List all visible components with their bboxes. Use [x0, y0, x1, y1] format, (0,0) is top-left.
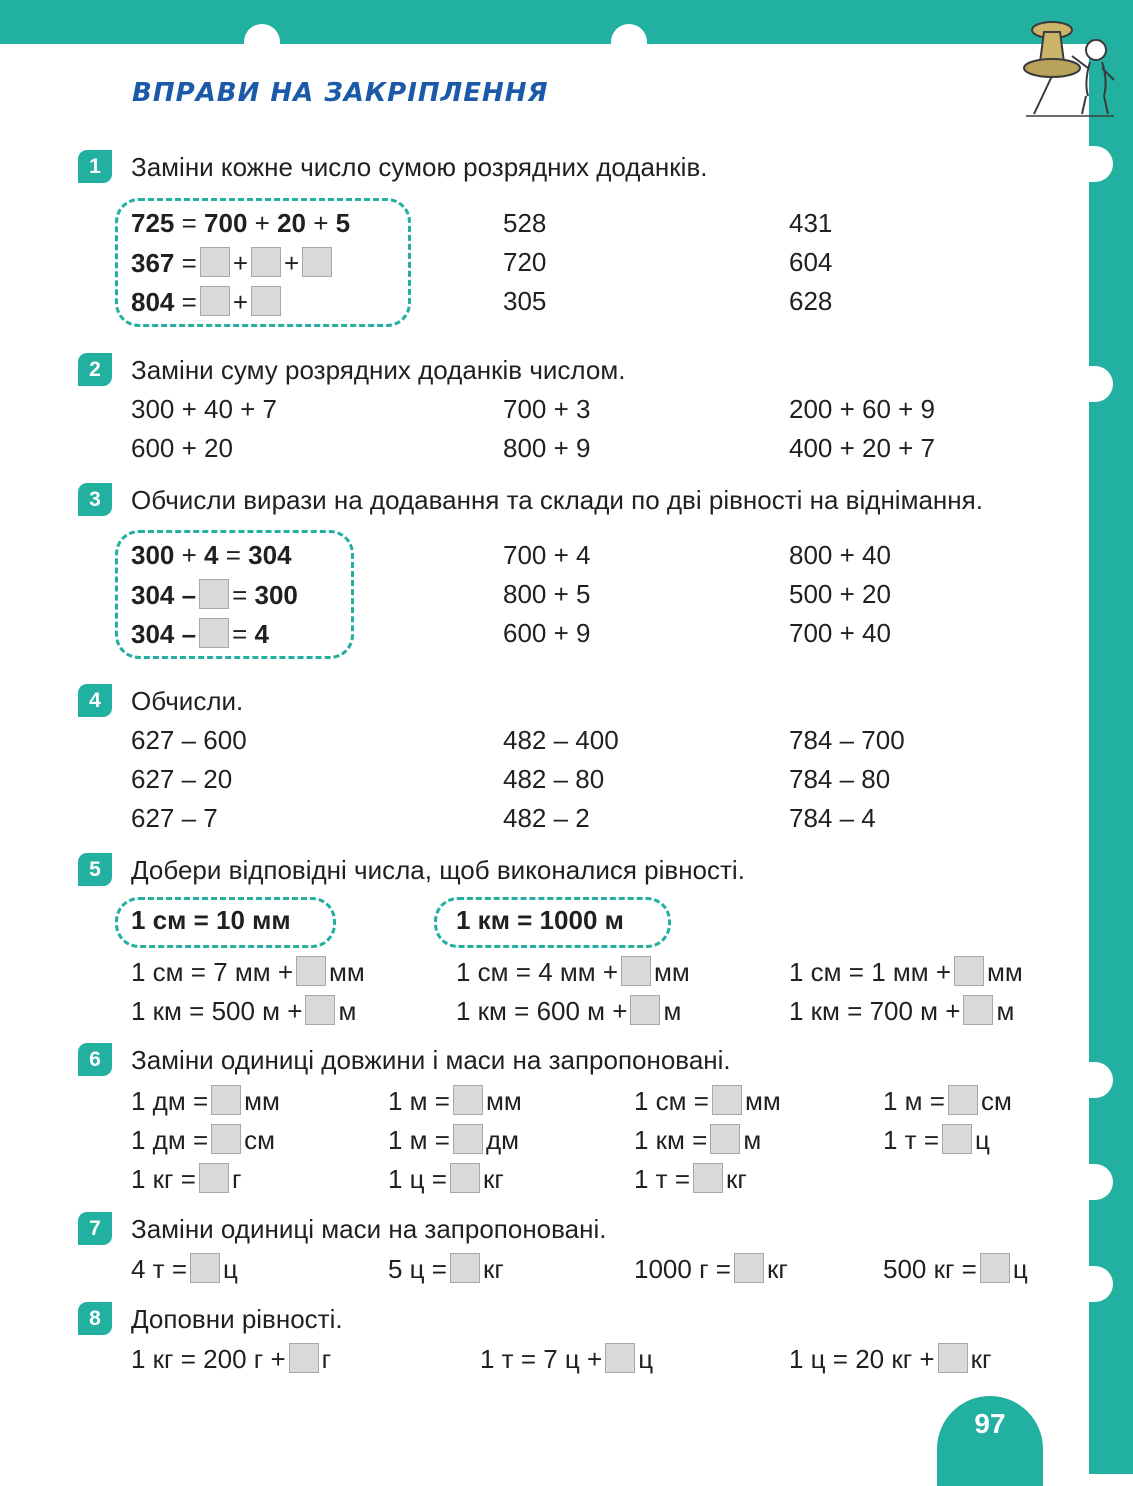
answer-box[interactable]: [453, 1085, 483, 1115]
task-2-number: 2: [78, 353, 112, 386]
task-4-number: 4: [78, 684, 112, 717]
task-1-number: 1: [78, 150, 112, 183]
right-border-notch: [1063, 1164, 1113, 1200]
task-7-item: 5 ц = кг: [388, 1254, 504, 1284]
task-5-item: 1 км = 700 м + м: [789, 996, 1015, 1026]
answer-box[interactable]: [942, 1124, 972, 1154]
task-6-text: Заміни одиниці довжини і маси на запропоновані.: [131, 1045, 731, 1075]
answer-box[interactable]: [963, 995, 993, 1025]
task-2-item: 700 + 3: [503, 394, 591, 424]
answer-box[interactable]: [251, 247, 281, 277]
answer-box[interactable]: [621, 956, 651, 986]
task-2-item: 600 + 20: [131, 433, 233, 463]
right-border-band: [1089, 0, 1133, 1474]
task-6-number: 6: [78, 1043, 112, 1076]
task-8-item: 1 т = 7 ц + ц: [480, 1344, 654, 1374]
pushpin-mascot-icon: [1010, 10, 1120, 122]
answer-box[interactable]: [199, 579, 229, 609]
answer-box[interactable]: [630, 995, 660, 1025]
task-4-item: 627 – 7: [131, 803, 218, 833]
task-6-item: 1 дм = см: [131, 1125, 276, 1155]
task-4-item: 784 – 80: [789, 764, 891, 794]
task-1-item: 720: [503, 247, 547, 277]
task-1-example-row: 804 = +: [131, 286, 284, 317]
task-5-example: 1 км = 1000 м: [456, 905, 624, 935]
task-3-text: Обчисли вирази на додавання та склади по дві рівності на віднімання.: [131, 485, 983, 515]
answer-box[interactable]: [980, 1253, 1010, 1283]
right-border-notch: [1063, 1062, 1113, 1098]
task-7-item: 4 т = ц: [131, 1254, 238, 1284]
task-1-example-row: 725 = 700 + 20 + 5: [131, 208, 351, 238]
answer-box[interactable]: [693, 1163, 723, 1193]
task-6-item: 1 дм = мм: [131, 1086, 280, 1116]
section-title: ВПРАВИ НА ЗАКРІПЛЕННЯ: [132, 78, 549, 108]
task-3-item: 700 + 40: [789, 618, 891, 648]
answer-box[interactable]: [734, 1253, 764, 1283]
task-5-item: 1 км = 600 м + м: [456, 996, 682, 1026]
task-3-item: 700 + 4: [503, 540, 591, 570]
answer-box[interactable]: [954, 956, 984, 986]
top-border-notch: [611, 24, 647, 64]
answer-box[interactable]: [190, 1253, 220, 1283]
answer-box[interactable]: [605, 1343, 635, 1373]
task-6-item: 1 ц = кг: [388, 1164, 504, 1194]
task-1-item: 528: [503, 208, 547, 238]
task-1-example-row: 367 = + +: [131, 247, 335, 278]
task-5-item: 1 см = 1 мм + мм: [789, 957, 1023, 987]
answer-box[interactable]: [251, 286, 281, 316]
answer-box[interactable]: [450, 1253, 480, 1283]
task-4-item: 784 – 4: [789, 803, 876, 833]
right-border-notch: [1063, 1266, 1113, 1302]
task-1-item: 628: [789, 286, 833, 316]
task-1-item: 305: [503, 286, 547, 316]
task-4-item: 784 – 700: [789, 725, 905, 755]
task-6-item: 1 т = ц: [883, 1125, 990, 1155]
answer-box[interactable]: [211, 1124, 241, 1154]
task-3-example-row: 300 + 4 = 304: [131, 540, 292, 570]
task-7-item: 500 кг = ц: [883, 1254, 1028, 1284]
task-3-number: 3: [78, 483, 112, 516]
task-2-item: 200 + 60 + 9: [789, 394, 936, 424]
task-4-text: Обчисли.: [131, 686, 244, 716]
answer-box[interactable]: [302, 247, 332, 277]
task-8-number: 8: [78, 1302, 112, 1335]
task-5-number: 5: [78, 853, 112, 886]
task-1-item: 604: [789, 247, 833, 277]
answer-box[interactable]: [305, 995, 335, 1025]
task-2-text: Заміни суму розрядних доданків числом.: [131, 355, 626, 385]
task-4-item: 482 – 400: [503, 725, 619, 755]
answer-box[interactable]: [938, 1343, 968, 1373]
task-3-example-row: 304 – = 300: [131, 580, 298, 610]
task-1-item: 431: [789, 208, 833, 238]
answer-box[interactable]: [211, 1085, 241, 1115]
answer-box[interactable]: [200, 247, 230, 277]
answer-box[interactable]: [200, 286, 230, 316]
task-6-item: 1 км = м: [634, 1125, 762, 1155]
task-4-item: 627 – 20: [131, 764, 233, 794]
task-2-item: 400 + 20 + 7: [789, 433, 936, 463]
task-6-item: 1 м = см: [883, 1086, 1012, 1116]
answer-box[interactable]: [710, 1124, 740, 1154]
task-5-item: 1 км = 500 м + м: [131, 996, 357, 1026]
task-3-item: 600 + 9: [503, 618, 591, 648]
task-5-text: Добери відповідні числа, щоб виконалися рівності.: [131, 855, 745, 885]
task-8-text: Доповни рівності.: [131, 1304, 343, 1334]
task-8-item: 1 кг = 200 г + г: [131, 1344, 332, 1374]
answer-box[interactable]: [450, 1163, 480, 1193]
task-5-item: 1 см = 4 мм + мм: [456, 957, 690, 987]
task-3-item: 800 + 5: [503, 579, 591, 609]
answer-box[interactable]: [948, 1085, 978, 1115]
answer-box[interactable]: [712, 1085, 742, 1115]
answer-box[interactable]: [199, 618, 229, 648]
answer-box[interactable]: [199, 1163, 229, 1193]
task-4-item: 627 – 600: [131, 725, 247, 755]
task-7-number: 7: [78, 1212, 112, 1245]
task-4-item: 482 – 2: [503, 803, 590, 833]
task-1-text: Заміни кожне число сумою розрядних доданків.: [131, 152, 708, 182]
page-number: 97: [974, 1408, 1006, 1439]
right-border-notch: [1063, 146, 1113, 182]
task-2-item: 300 + 40 + 7: [131, 394, 278, 424]
task-3-item: 800 + 40: [789, 540, 891, 570]
right-border-notch: [1063, 366, 1113, 402]
task-7-text: Заміни одиниці маси на запропоновані.: [131, 1214, 607, 1244]
task-5-item: 1 см = 7 мм + мм: [131, 957, 365, 987]
task-2-item: 800 + 9: [503, 433, 591, 463]
task-8-item: 1 ц = 20 кг + кг: [789, 1344, 992, 1374]
answer-box[interactable]: [453, 1124, 483, 1154]
task-6-item: 1 т = кг: [634, 1164, 747, 1194]
answer-box[interactable]: [296, 956, 326, 986]
task-4-item: 482 – 80: [503, 764, 605, 794]
task-6-item: 1 см = мм: [634, 1086, 781, 1116]
task-6-item: 1 м = дм: [388, 1125, 520, 1155]
task-5-example: 1 см = 10 мм: [131, 905, 291, 935]
task-6-item: 1 м = мм: [388, 1086, 522, 1116]
answer-box[interactable]: [289, 1343, 319, 1373]
task-3-item: 500 + 20: [789, 579, 891, 609]
task-3-example-row: 304 – = 4: [131, 619, 269, 649]
task-6-item: 1 кг = г: [131, 1164, 242, 1194]
top-border-notch: [244, 24, 280, 64]
top-border-band: [0, 0, 1133, 44]
task-7-item: 1000 г = кг: [634, 1254, 788, 1284]
